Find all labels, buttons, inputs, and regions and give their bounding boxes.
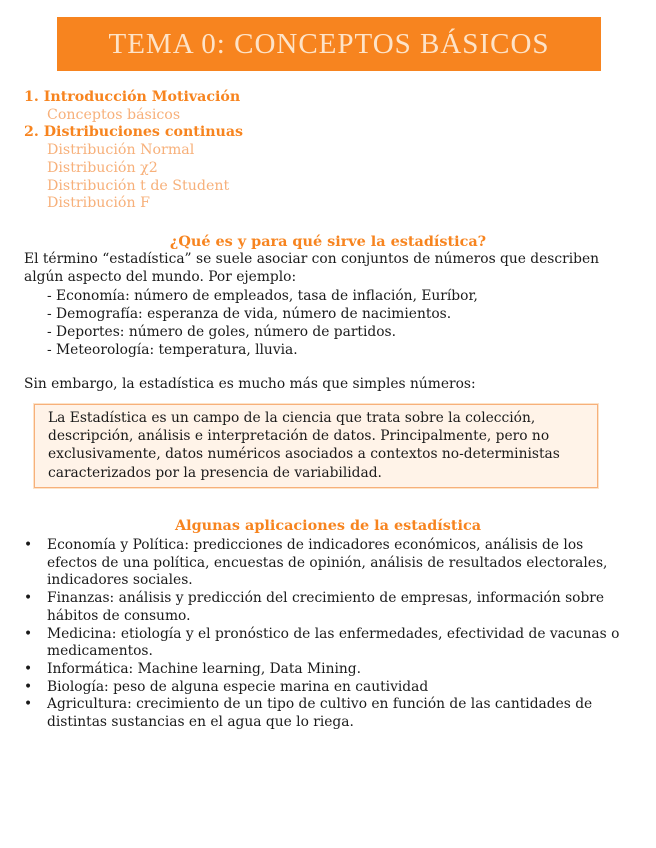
toc-item-conceptos[interactable]: Conceptos básicos	[47, 106, 181, 123]
toc-section-2[interactable]: 2. Distribuciones continuas	[24, 124, 244, 141]
intro-paragraph: El término “estadística” se suele asociar con conjuntos de números que describen algún aspecto del mundo. Por ejemplo:	[24, 251, 599, 285]
toc-section-1[interactable]: 1. Introducción Motivación	[24, 89, 241, 105]
list-item-text: Informática: Machine learning, Data Mining.	[47, 660, 361, 677]
bullet-icon: •	[24, 625, 33, 642]
list-item-text: Finanzas: análisis y predicción del crecimiento de empresas, información sobre hábitos de consumo.	[47, 590, 605, 624]
toc-item-normal[interactable]: Distribución Normal	[47, 142, 195, 159]
bullet-icon: •	[24, 590, 33, 607]
applications-list	[24, 537, 636, 732]
section-heading-aplicaciones: Algunas aplicaciones de la estadística	[174, 517, 482, 534]
list-item-text: Agricultura: crecimiento de un tipo de cultivo en función de las cantidades de distintas sustancias en el agua que lo riega.	[47, 696, 593, 731]
example-item: - Economía: número de empleados, tasa de inflación, Euríbor,	[47, 288, 478, 304]
list-item	[24, 679, 636, 697]
list-item-text: Biología: peso de alguna especie marina en cautividad	[47, 678, 429, 695]
list-item	[24, 537, 636, 590]
examples-list	[47, 287, 478, 359]
example-item: - Meteorología: temperatura, lluvia.	[47, 342, 298, 358]
toc-item-f[interactable]: Distribución F	[47, 195, 150, 212]
list-item	[24, 661, 636, 679]
list-item-text: Medicina: etiología y el pronóstico de las enfermedades, efectividad de vacunas o medicamentos.	[47, 625, 620, 660]
bullet-icon: •	[24, 537, 33, 553]
table-of-contents	[24, 89, 243, 213]
list-item	[24, 696, 636, 731]
bullet-icon: •	[24, 678, 33, 695]
list-item	[24, 590, 636, 625]
page-title: TEMA 0: CONCEPTOS BÁSICOS	[108, 27, 550, 60]
list-item-text: Economía y Política: predicciones de indicadores económicos, análisis de los efectos de una política, encuestas de opinión, análisis de resultados electorales, indicadores sociales.	[47, 537, 608, 589]
toc-item-chi2[interactable]: Distribución χ2	[47, 159, 158, 176]
example-item: - Demografía: esperanza de vida, número de nacimientos.	[47, 306, 452, 322]
list-item	[24, 626, 636, 661]
example-item: - Deportes: número de goles, número de partidos.	[47, 324, 396, 340]
definition-text: La Estadística es un campo de la ciencia que trata sobre la colección, descripción, análisis e interpretación de datos. Principalmente, pero no exclusivamente, datos numéricos asociados a contextos no-deterministas caracterizados por la presencia de variabilidad.	[48, 410, 560, 481]
transition-paragraph: Sin embargo, la estadística es mucho más que simples números:	[24, 376, 476, 392]
definition-callout	[34, 404, 598, 488]
toc-item-student[interactable]: Distribución t de Student	[47, 177, 230, 194]
bullet-icon: •	[24, 696, 33, 713]
section-heading-que-es: ¿Qué es y para qué sirve la estadística?	[169, 233, 487, 250]
bullet-icon: •	[24, 660, 33, 677]
title-banner	[57, 17, 601, 71]
